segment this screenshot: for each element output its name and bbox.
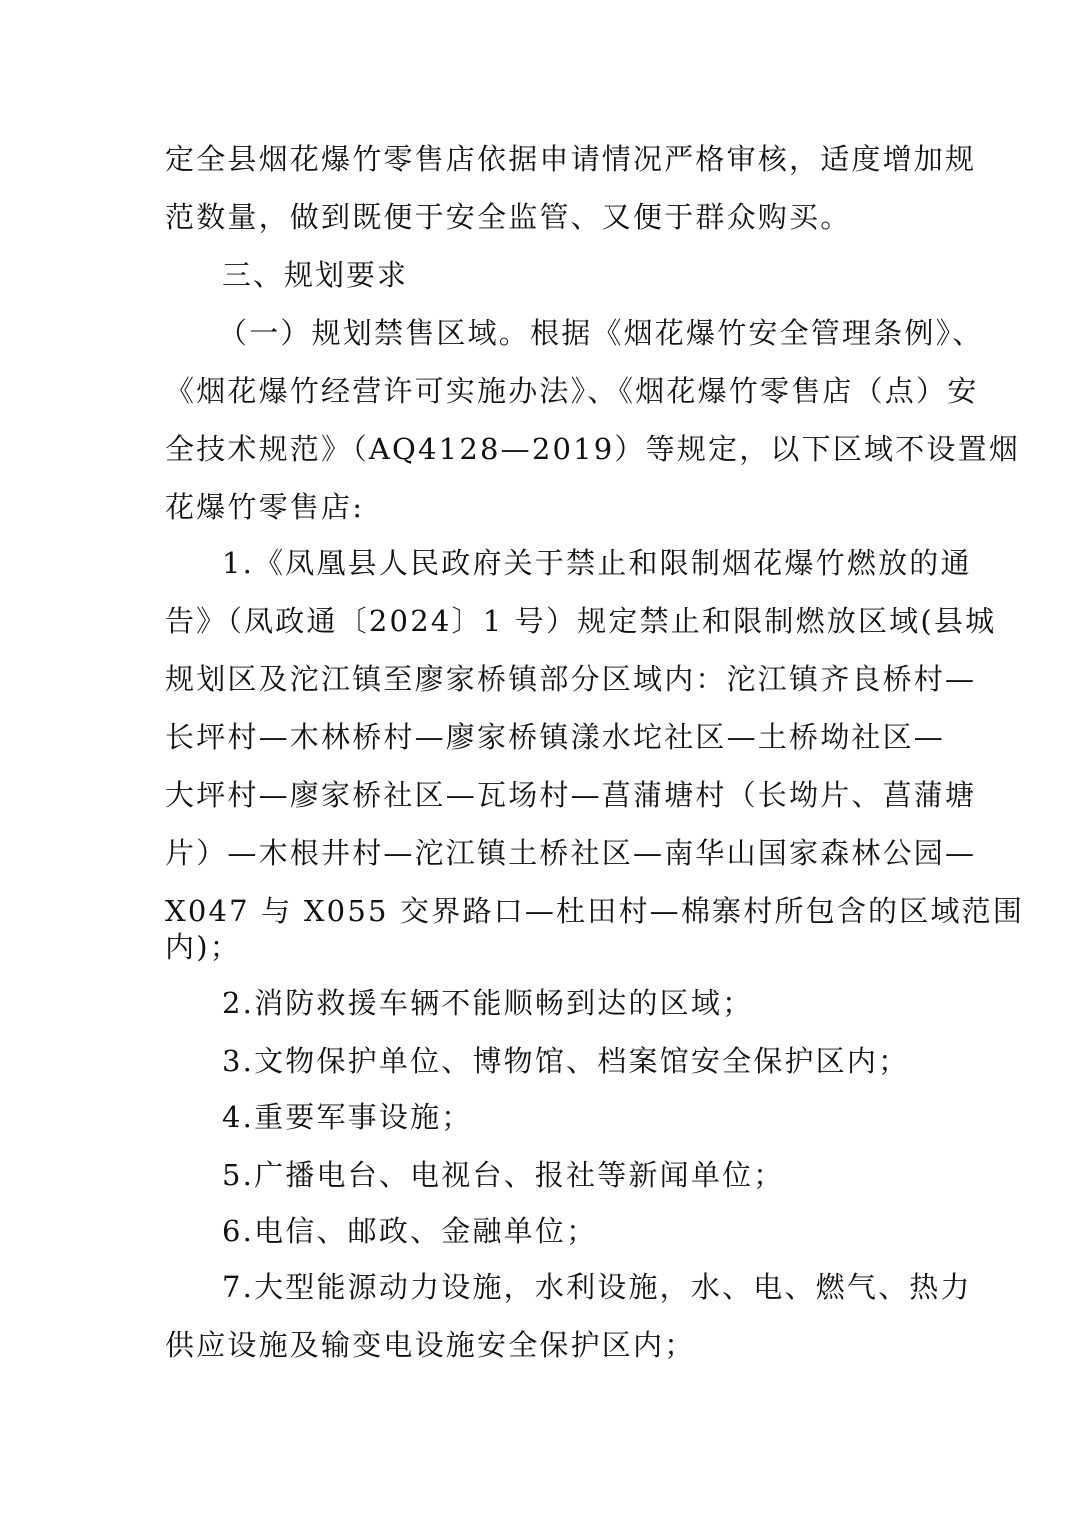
section-heading: 三、规划要求 xyxy=(222,258,409,292)
list-item-2: 2.消防救援车辆不能顺畅到达的区域； xyxy=(222,986,754,1020)
paragraph-line: X047 与 X055 交界路口—杜田村—棉寨村所包含的区域范围 xyxy=(165,894,1025,928)
paragraph-line: 供应设施及输变电设施安全保护区内； xyxy=(165,1328,696,1362)
list-item-7: 7.大型能源动力设施，水利设施，水、电、燃气、热力 xyxy=(222,1270,972,1304)
paragraph-line: 片）—木根井村—沱江镇土桥社区—南华山国家森林公园— xyxy=(165,836,977,870)
list-item-5: 5.广播电台、电视台、报社等新闻单位； xyxy=(222,1158,785,1192)
paragraph-line: 长坪村—木林桥村—廖家桥镇漾水坨社区—土桥坳社区— xyxy=(165,720,946,754)
paragraph-line: 内)； xyxy=(165,930,241,964)
paragraph-line: 告》（凤政通〔2024〕1 号）规定禁止和限制燃放区域(县城 xyxy=(165,604,997,638)
paragraph-line: 花爆竹零售店: xyxy=(165,490,365,524)
paragraph-line: 全技术规范》（AQ4128—2019）等规定，以下区域不设置烟 xyxy=(165,432,1021,466)
list-item-1: 1.《凤凰县人民政府关于禁止和限制烟花爆竹燃放的通 xyxy=(222,546,972,580)
paragraph-line: 范数量，做到既便于安全监管、又便于群众购买。 xyxy=(165,200,852,234)
paragraph-line: 《烟花爆竹经营许可实施办法》、《烟花爆竹零售店（点）安 xyxy=(165,374,979,408)
list-item-4: 4.重要军事设施； xyxy=(222,1100,473,1134)
paragraph-line: 定全县烟花爆竹零售店依据申请情况严格审核，适度增加规 xyxy=(165,142,977,176)
list-item-3: 3.文物保护单位、博物馆、档案馆安全保护区内； xyxy=(222,1044,910,1078)
paragraph-line: 规划区及沱江镇至廖家桥镇部分区域内：沱江镇齐良桥村— xyxy=(165,662,977,696)
paragraph-line: 大坪村—廖家桥社区—瓦场村—菖蒲塘村（长坳片、菖蒲塘 xyxy=(165,778,977,812)
list-item-6: 6.电信、邮政、金融单位； xyxy=(222,1214,598,1248)
paragraph-line: （一）规划禁售区域。根据《烟花爆竹安全管理条例》、 xyxy=(218,316,984,350)
